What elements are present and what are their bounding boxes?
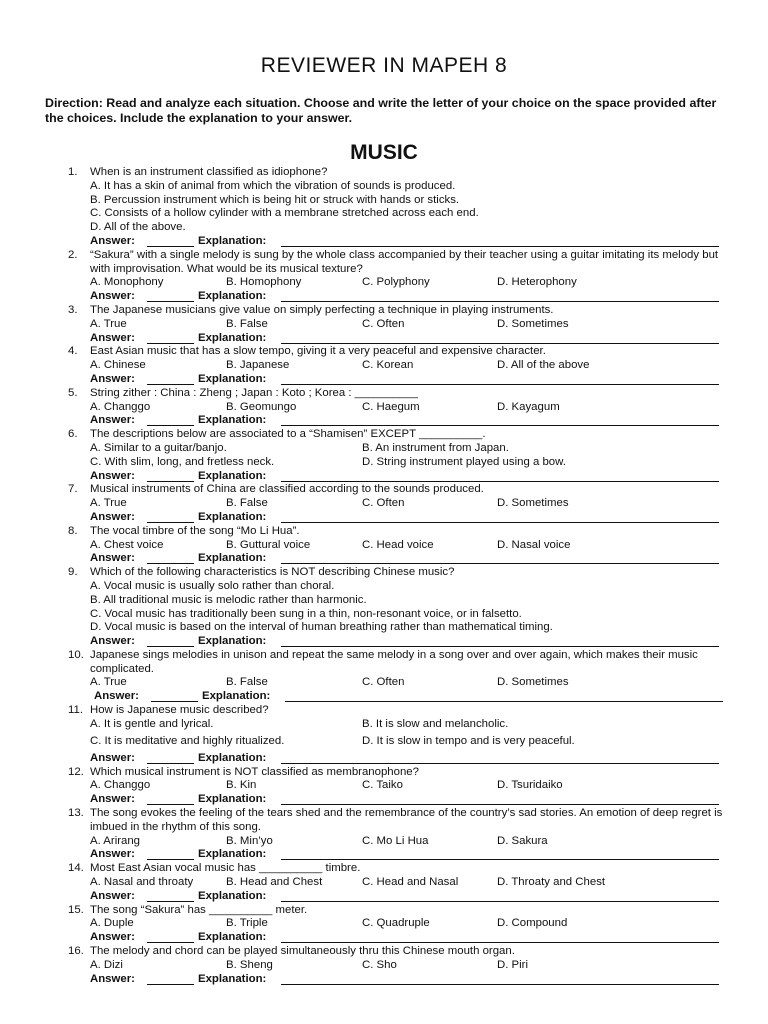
question-item <box>0 428 768 483</box>
question-text: Which musical instrument is NOT classified as membranophone? <box>90 765 419 778</box>
choice-option: B. False <box>226 317 268 330</box>
choice-option: C. Mo Li Hua <box>362 834 429 847</box>
question-item <box>0 304 768 345</box>
explanation-blank[interactable] <box>281 522 719 523</box>
choice-row <box>0 959 768 973</box>
answer-blank[interactable] <box>151 701 198 702</box>
explanation-blank[interactable] <box>281 301 719 302</box>
choice-row <box>0 276 768 290</box>
choice-option: C. Consists of a hollow cylinder with a membrane stretched across each end. <box>90 207 479 220</box>
question-text: Musical instruments of China are classified according to the sounds produced. <box>90 483 484 496</box>
choice-row <box>0 539 768 553</box>
answer-blank[interactable] <box>147 763 194 764</box>
explanation-label: Explanation: <box>198 931 267 944</box>
choice-option: B. Homophony <box>226 276 302 289</box>
explanation-label: Explanation: <box>198 793 267 806</box>
answer-blank[interactable] <box>147 522 194 523</box>
choice-option: B. Geomungo <box>226 400 297 413</box>
choice-option: A. Similar to a guitar/banjo. <box>90 441 227 454</box>
question-item <box>0 166 768 249</box>
question-number: 6. <box>68 428 78 441</box>
choice-option: C. Vocal music has traditionally been sung in a thin, non-resonant voice, or in falsetto. <box>90 607 522 620</box>
question-number: 12. <box>68 765 84 778</box>
choice-option: A. True <box>90 676 127 689</box>
choice-option: C. Taiko <box>362 779 403 792</box>
choice-option: B. Kin <box>226 779 257 792</box>
question-item <box>0 807 768 862</box>
answer-label: Answer: <box>90 372 135 385</box>
answer-blank[interactable] <box>147 901 194 902</box>
choice-row <box>0 835 768 849</box>
question-number: 7. <box>68 483 78 496</box>
choice-option: A. True <box>90 317 127 330</box>
answer-blank[interactable] <box>147 384 194 385</box>
choice-option: D. Kayagum <box>497 400 560 413</box>
question-item <box>0 766 768 807</box>
question-text: The song evokes the feeling of the tears shed and the remembrance of the country’s sad stories. An emotion of deep regret is imbued in the rhythm of this song. <box>90 807 723 833</box>
choice-option: D. Sometimes <box>497 676 569 689</box>
explanation-label: Explanation: <box>198 372 267 385</box>
direction-text: Direction: Read and analyze each situation. Choose and write the letter of your choice on the space provided after the choices. Include the explanation to your answer. <box>45 96 717 125</box>
question-text: The descriptions below are associated to a “Shamisen” EXCEPT __________. <box>90 428 486 441</box>
question-text: East Asian music that has a slow tempo, giving it a very peaceful and expensive character. <box>90 345 546 358</box>
choice-row <box>0 676 768 690</box>
explanation-label: Explanation: <box>198 331 267 344</box>
question-number: 1. <box>68 166 78 178</box>
answer-label: Answer: <box>90 469 135 482</box>
question-number: 11. <box>68 704 83 717</box>
explanation-blank[interactable] <box>281 804 719 805</box>
explanation-label: Explanation: <box>198 751 267 764</box>
choice-option: A. Monophony <box>90 276 164 289</box>
choice-option: A. Changgo <box>90 779 151 792</box>
choice-row <box>0 318 768 332</box>
answer-line <box>0 973 768 987</box>
choice-option: C. It is meditative and highly ritualized. <box>90 734 285 747</box>
answer-line <box>0 332 768 346</box>
explanation-label: Explanation: <box>198 889 267 902</box>
explanation-blank[interactable] <box>281 901 719 902</box>
choice-option: B. Percussion instrument which is being hit or struck with hands or sticks. <box>90 193 460 206</box>
answer-line <box>0 793 768 807</box>
question-text: The vocal timbre of the song “Mo Li Hua”. <box>90 524 300 537</box>
choice-option: B. False <box>226 497 268 510</box>
choice-option: B. Triple <box>226 917 268 930</box>
question-item <box>0 945 768 986</box>
answer-blank[interactable] <box>147 425 194 426</box>
question-text: Most East Asian vocal music has __________ timbre. <box>90 862 361 875</box>
explanation-label: Explanation: <box>198 510 267 523</box>
explanation-blank[interactable] <box>281 384 719 385</box>
answer-line <box>0 890 768 904</box>
section-heading: MUSIC <box>350 141 418 164</box>
choice-option: C. Sho <box>362 958 397 971</box>
answer-label: Answer: <box>90 848 135 861</box>
question-text: When is an instrument classified as idiophone? <box>90 166 328 178</box>
answer-blank[interactable] <box>147 859 194 860</box>
explanation-label: Explanation: <box>198 234 267 247</box>
answer-blank[interactable] <box>147 942 194 943</box>
answer-line <box>0 690 768 704</box>
explanation-label: Explanation: <box>198 972 267 985</box>
choice-option: A. Chinese <box>90 359 146 372</box>
choice-option: D. Tsuridaiko <box>497 779 563 792</box>
answer-label: Answer: <box>90 889 135 902</box>
answer-blank[interactable] <box>147 984 194 985</box>
choice-row <box>0 359 768 373</box>
choice-option: D. Sakura <box>497 834 548 847</box>
answer-label: Answer: <box>90 552 135 565</box>
question-list <box>0 166 768 986</box>
choice-row <box>0 442 768 456</box>
choice-option: D. All of the above <box>497 359 590 372</box>
question-item <box>0 387 768 428</box>
answer-line <box>0 414 768 428</box>
choice-option: D. It is slow in tempo and is very peaceful. <box>362 734 575 747</box>
question-number: 16. <box>68 945 84 958</box>
explanation-label: Explanation: <box>198 290 267 303</box>
choice-option: A. Duple <box>90 917 134 930</box>
choice-row <box>0 876 768 890</box>
answer-blank[interactable] <box>147 301 194 302</box>
answer-label: Answer: <box>90 793 135 806</box>
choice-option: D. Compound <box>497 917 568 930</box>
question-text: Which of the following characteristics is NOT describing Chinese music? <box>90 566 455 579</box>
question-text: String zither : China : Zheng ; Japan : Koto ; Korea : __________ <box>90 386 419 399</box>
question-text: The melody and chord can be played simultaneously thru this Chinese mouth organ. <box>90 945 515 958</box>
answer-label: Answer: <box>90 751 135 764</box>
explanation-blank[interactable] <box>281 859 719 860</box>
choice-row <box>0 401 768 415</box>
choice-option: C. Often <box>362 676 405 689</box>
explanation-label: Explanation: <box>198 848 267 861</box>
question-number: 2. <box>68 248 78 261</box>
answer-blank[interactable] <box>147 343 194 344</box>
question-text: The song “Sakura” has __________ meter. <box>90 903 308 916</box>
explanation-label: Explanation: <box>198 469 267 482</box>
page-title: REVIEWER IN MAPEH 8 <box>260 54 508 77</box>
answer-blank[interactable] <box>147 246 194 247</box>
choice-option: D. Sometimes <box>497 317 569 330</box>
choice-option: A. It is gentle and lyrical. <box>90 717 214 730</box>
answer-blank[interactable] <box>147 646 194 647</box>
question-text: Japanese sings melodies in unison and repeat the same melody in a song over and over again, which makes their music complicated. <box>90 648 698 675</box>
answer-blank[interactable] <box>147 804 194 805</box>
question-item <box>0 525 768 566</box>
explanation-blank[interactable] <box>281 763 719 764</box>
question-number: 10. <box>68 648 84 661</box>
answer-label: Answer: <box>90 510 135 523</box>
question-number: 5. <box>68 386 78 399</box>
choice-option: D. Throaty and Chest <box>497 876 606 889</box>
explanation-blank[interactable] <box>281 942 719 943</box>
question-item <box>0 649 768 704</box>
answer-label: Answer: <box>90 234 135 247</box>
explanation-blank[interactable] <box>285 701 723 702</box>
explanation-label: Explanation: <box>198 414 267 427</box>
choice-option: B. Min’yo <box>226 834 273 847</box>
choice-option: B. An instrument from Japan. <box>362 441 509 454</box>
answer-line <box>0 470 768 484</box>
question-item <box>0 345 768 386</box>
choice-option: D. Piri <box>497 958 529 971</box>
answer-line <box>0 552 768 566</box>
explanation-blank[interactable] <box>281 343 719 344</box>
choice-row <box>0 779 768 793</box>
choice-option: D. Nasal voice <box>497 538 571 551</box>
choice-option: B. False <box>226 676 268 689</box>
choice-option: B. Japanese <box>226 359 290 372</box>
question-text: The Japanese musicians give value on simply perfecting a technique in playing instruments. <box>90 303 554 316</box>
choice-option: C. Polyphony <box>362 276 430 289</box>
choice-option: B. All traditional music is melodic rather than harmonic. <box>90 593 367 606</box>
answer-label: Answer: <box>90 290 135 303</box>
choice-option: C. Often <box>362 317 405 330</box>
choice-row <box>0 718 768 735</box>
answer-line <box>0 235 768 249</box>
explanation-blank[interactable] <box>281 563 719 564</box>
explanation-blank[interactable] <box>281 425 719 426</box>
choice-option: D. String instrument played using a bow. <box>362 455 566 468</box>
choice-option: A. It has a skin of animal from which the vibration of sounds is produced. <box>90 179 456 192</box>
question-item <box>0 904 768 945</box>
question-item <box>0 483 768 524</box>
answer-line <box>0 752 768 766</box>
question-number: 3. <box>68 303 78 316</box>
explanation-label: Explanation: <box>198 552 267 565</box>
question-number: 8. <box>68 524 78 537</box>
answer-line <box>0 635 768 649</box>
question-number: 15. <box>68 903 84 916</box>
question-item <box>0 862 768 903</box>
choice-option: A. Changgo <box>90 400 151 413</box>
choice-option: D. All of the above. <box>90 221 186 234</box>
choice-option: A. Nasal and throaty <box>90 876 194 889</box>
answer-line <box>0 290 768 304</box>
choice-option: D. Sometimes <box>497 497 569 510</box>
explanation-blank[interactable] <box>281 984 719 985</box>
choice-option: C. Quadruple <box>362 917 430 930</box>
choice-row <box>0 497 768 511</box>
explanation-blank[interactable] <box>281 481 719 482</box>
choice-option: B. Head and Chest <box>226 876 323 889</box>
question-number: 4. <box>68 345 78 358</box>
choice-option: C. Often <box>362 497 405 510</box>
answer-label: Answer: <box>90 635 135 648</box>
choice-row <box>0 917 768 931</box>
question-number: 14. <box>68 862 84 875</box>
explanation-blank[interactable] <box>281 246 719 247</box>
choice-option: A. True <box>90 497 127 510</box>
choice-option: C. Head voice <box>362 538 434 551</box>
answer-label: Answer: <box>90 972 135 985</box>
question-text: How is Japanese music described? <box>90 704 269 717</box>
question-item <box>0 704 768 766</box>
choice-option: D. Vocal music is based on the interval of human breathing rather than mathematical timing. <box>90 621 553 634</box>
choice-option: B. Guttural voice <box>226 538 311 551</box>
choice-option: A. Chest voice <box>90 538 164 551</box>
choice-row <box>0 456 768 470</box>
answer-line <box>0 373 768 387</box>
answer-label: Answer: <box>90 414 135 427</box>
answer-line <box>0 931 768 945</box>
question-text: “Sakura” with a single melody is sung by the whole class accompanied by their teacher using a guitar imitating its melody but with improvisation. What would be its musical texture? <box>90 248 719 275</box>
explanation-label: Explanation: <box>198 635 267 648</box>
answer-label: Answer: <box>90 931 135 944</box>
choice-option: A. Vocal music is usually solo rather than choral. <box>90 579 335 592</box>
question-number: 9. <box>68 566 78 579</box>
choice-option: C. Korean <box>362 359 414 372</box>
question-item <box>0 566 768 649</box>
choice-option: A. Dizi <box>90 958 123 971</box>
choice-option: B. Sheng <box>226 958 273 971</box>
answer-line <box>0 511 768 525</box>
explanation-label: Explanation: <box>202 690 271 703</box>
answer-blank[interactable] <box>147 481 194 482</box>
answer-line <box>0 848 768 862</box>
choice-option: C. Haegum <box>362 400 420 413</box>
choice-option: C. Head and Nasal <box>362 876 459 889</box>
answer-label: Answer: <box>94 690 139 703</box>
choice-option: C. With slim, long, and fretless neck. <box>90 455 275 468</box>
answer-blank[interactable] <box>147 563 194 564</box>
question-number: 13. <box>68 807 84 820</box>
choice-row <box>0 735 768 752</box>
question-item <box>0 249 768 304</box>
choice-option: B. It is slow and melancholic. <box>362 717 509 730</box>
explanation-blank[interactable] <box>281 646 719 647</box>
choice-option: D. Heterophony <box>497 276 577 289</box>
answer-label: Answer: <box>90 331 135 344</box>
choice-option: A. Arirang <box>90 834 141 847</box>
